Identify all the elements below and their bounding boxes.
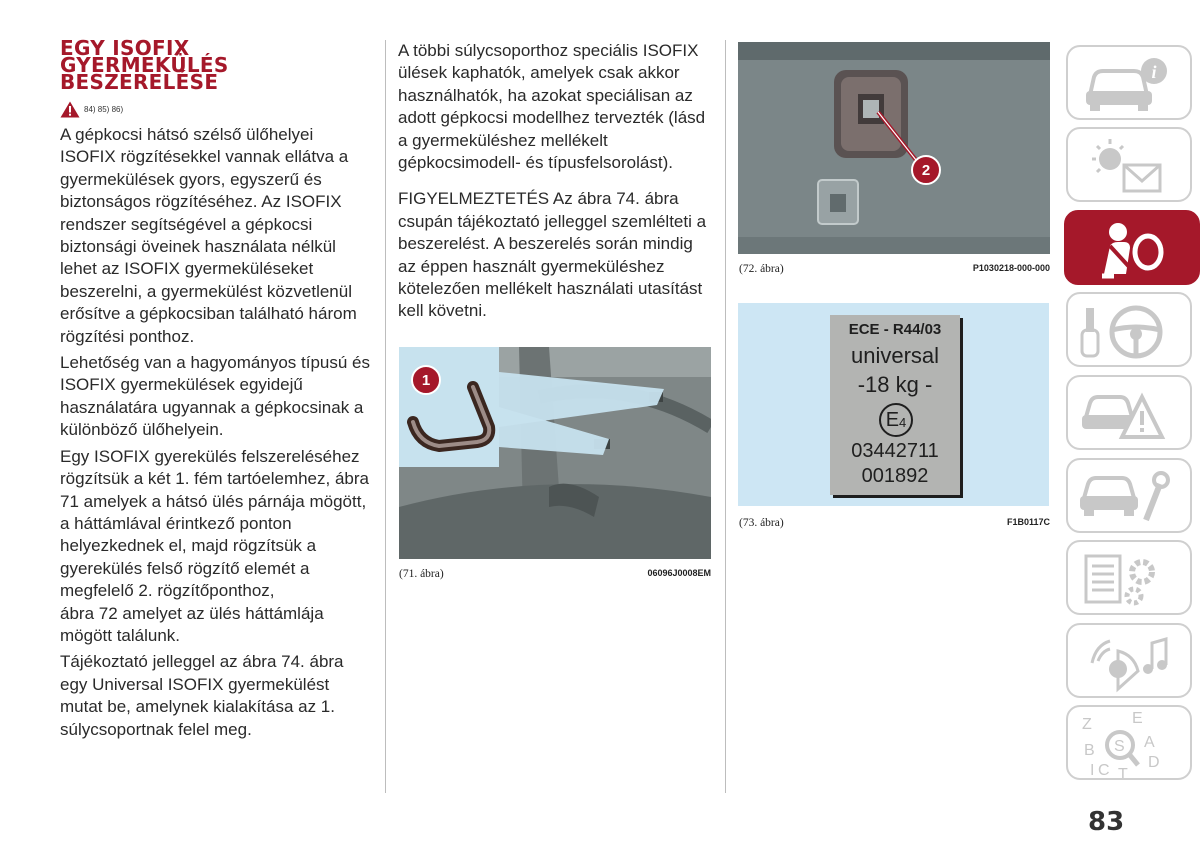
e-mark-letter: E [885, 408, 900, 431]
car-info-icon [1068, 47, 1178, 117]
callout-number: 2 [921, 161, 931, 179]
figure-71-image [399, 347, 711, 559]
paragraph: ábra 72 amelyet az ülés háttámlája mögött találunk. [60, 603, 324, 645]
paragraph: Egy ISOFIX gyerekülés felszereléséhez rögzítsük a két 1. fém tartóelemhez, ábra 71 amelyek a hátsó ülés párnája mögött, a háttámlával érintkező ponton helyezkednek el, majd rögzítsük a gyerekülés felső rögzítő elemét a megfelelő 2. rögzítőponthoz, [60, 446, 369, 601]
figure-71-code: 06096J0008EM [647, 568, 711, 578]
warning-notice [60, 101, 370, 118]
tab-servicing-and-maintenance[interactable] [1066, 458, 1192, 533]
e-mark-number: 4 [899, 414, 907, 430]
svg-text:S: S [1114, 738, 1125, 755]
tab-multimedia[interactable] [1066, 623, 1192, 698]
callout-badge [411, 365, 441, 395]
label-regulation: ECE - R44/03 [848, 321, 942, 338]
figure-72-image [738, 42, 1050, 254]
figure-72-code: P1030218-000-000 [972, 263, 1050, 273]
seat-anchor-illustration [399, 347, 711, 559]
text-column-1 [60, 36, 370, 745]
label-serial-number: 001892 [861, 465, 929, 487]
tab-index[interactable] [1066, 705, 1192, 780]
figure-73-code: F1B0117C [1006, 517, 1050, 527]
e-mark-icon [879, 403, 913, 437]
svg-text:D: D [1148, 754, 1160, 771]
tab-technical-specifications[interactable] [1066, 540, 1192, 615]
heading-line-1: EGY ISOFIX [60, 36, 190, 60]
callout-number: 1 [421, 371, 431, 389]
tab-starting-and-driving[interactable] [1066, 292, 1192, 367]
car-wrench-icon [1068, 460, 1178, 530]
figure-71-caption: (71. ábra) [399, 568, 444, 580]
svg-text:Z: Z [1082, 716, 1092, 733]
tab-safety[interactable] [1064, 210, 1200, 285]
alphabetical-index-icon [1068, 707, 1178, 779]
page-number: 83 [1088, 807, 1125, 837]
tab-dashboard[interactable] [1066, 127, 1192, 202]
svg-text:i: i [1151, 62, 1157, 82]
paragraph: Tájékoztató jelleggel az ábra 74. ábra egy Universal ISOFIX gyermekülést mutat be, amelynek kialakítása az 1. súlycsoportnak felel meg. [60, 652, 344, 739]
figure-73-image [738, 303, 1049, 506]
top-tether-illustration [738, 42, 1050, 254]
label-approval-number: 03442711 [851, 440, 939, 462]
column-divider-left [385, 40, 386, 793]
lights-envelope-icon [1068, 129, 1178, 199]
key-steering-wheel-icon [1068, 294, 1178, 364]
paragraph: FIGYELMEZTETÉS Az ábra 74. ábra csupán tájékoztató jelleggel szemlélteti a beszerelést. A beszerelés során mindig az éppen használt gyermeküléshez kötelezően mellékelt használati utasítást kell követni. [398, 189, 707, 321]
figure-73-caption: (73. ábra) [739, 517, 784, 529]
paragraph: A gépkocsi hátsó szélső ülőhelyei ISOFIX rögzítésekkel vannak ellátva a gyermekülések gyors, egyszerű és biztonságos rögzítéséhez. Az ISOFIX rendszer segítségével a gépkocsi biztonsági öveinek használata nélkül lehet az ISOFIX gyermeküléseket beszerelni, a gyermekülést közvetlenül erősítve a gépkocsiban található három rögzítési ponthoz. [60, 125, 357, 346]
text-column-2 [398, 40, 714, 327]
safety-seatbelt-airbag-icon [1066, 212, 1186, 284]
heading-line-2: GYERMEKÜLÉS [60, 53, 229, 77]
approval-label-plate [830, 315, 960, 495]
specs-gear-icon [1068, 542, 1178, 612]
svg-text:A: A [1144, 734, 1155, 751]
label-category: universal [850, 343, 940, 368]
svg-text:I: I [1090, 762, 1095, 779]
paragraph: Lehetőség van a hagyományos típusú és ISOFIX gyermekülések egyidejű használatára ugyannak a gépkocsinak a különböző ülőhelyein. [60, 353, 370, 440]
figure-72-caption: (72. ábra) [739, 263, 784, 275]
svg-text:C: C [1098, 762, 1110, 779]
column-divider-right [725, 40, 726, 793]
multimedia-music-icon [1068, 625, 1178, 695]
tab-in-an-emergency[interactable] [1066, 375, 1192, 450]
car-warning-icon [1068, 377, 1178, 447]
svg-text:B: B [1084, 742, 1095, 759]
tab-knowing-the-car[interactable] [1066, 45, 1192, 120]
svg-text:E: E [1132, 710, 1143, 727]
callout-badge [911, 155, 941, 185]
svg-text:T: T [1118, 766, 1128, 779]
warning-triangle-icon [60, 101, 80, 118]
label-weight: -18 kg - [857, 372, 933, 397]
warning-refs: 84) 85) 86) [84, 105, 124, 114]
section-heading [60, 36, 370, 94]
paragraph: A többi súlycsoporthoz speciális ISOFIX ülések kaphatók, amelyek csak akkor használhatók, ha azokat speciálisan az adott gépkocsi modellhez tervezték (lásd a gyermeküléshez mellékelt gépkocsimodell- és típusfelsorolást). [398, 41, 706, 173]
heading-line-3: BESZERELÉSE [60, 70, 219, 94]
